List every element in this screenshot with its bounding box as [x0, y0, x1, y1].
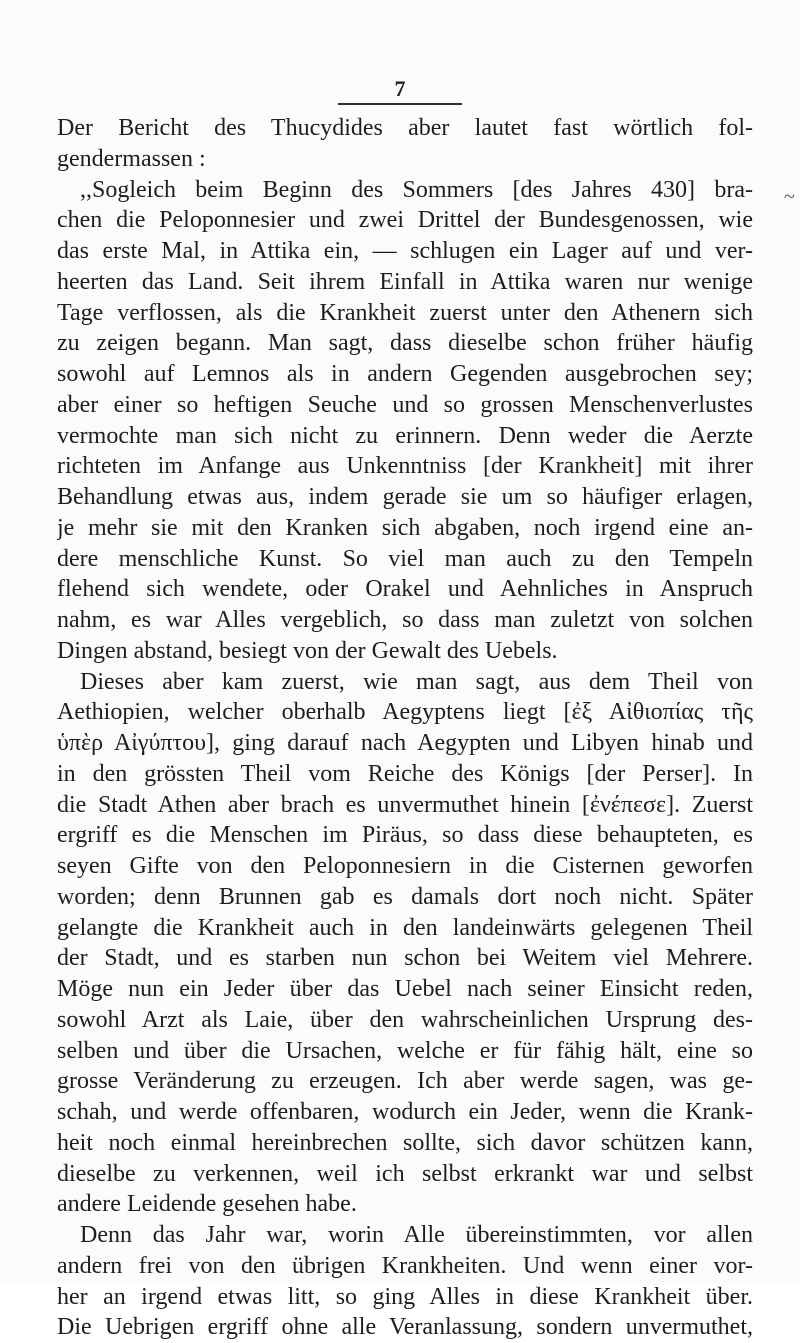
text-line: seyen Gifte von den Peloponnesiern in die Cisternen geworfen: [57, 853, 753, 879]
text-line: Die Uebrigen ergriff ohne alle Veranlassung, sondern unvermuthet,: [57, 1314, 753, 1341]
text-line: Behandlung etwas aus, indem gerade sie um so häufiger erlagen,: [57, 484, 753, 510]
text-line: worden; denn Brunnen gab es damals dort noch nicht. Später: [57, 883, 753, 910]
text-line: schah, und werde offenbaren, wodurch ein Jeder, wenn die Krank-: [57, 1099, 753, 1125]
text-line: ,,Sogleich beim Beginn des Sommers [des Jahres 430] bra-: [80, 176, 753, 203]
text-line: her an irgend etwas litt, so ging Alles in diese Krankheit über.: [57, 1283, 753, 1310]
text-line: Dingen abstand, besiegt von der Gewalt des Uebels.: [57, 637, 558, 664]
text-line: ὑπὲρ Αἰγύπτου], ging darauf nach Aegypten und Libyen hinab und: [57, 730, 753, 756]
text-line: dere menschliche Kunst. So viel man auch zu den Tempeln: [57, 545, 753, 572]
text-line: gendermassen :: [57, 145, 206, 172]
text-line: in den grössten Theil vom Reiche des Königs [der Perser]. In: [57, 760, 753, 787]
text-line: richteten im Anfange aus Unkenntniss [der Krankheit] mit ihrer: [57, 453, 753, 480]
text-line: Möge nun ein Jeder über das Uebel nach seiner Einsicht reden,: [57, 976, 753, 1002]
text-line: grosse Veränderung zu erzeugen. Ich aber werde sagen, was ge-: [57, 1068, 753, 1095]
text-line: sowohl Arzt als Laie, über den wahrscheinlichen Ursprung des-: [57, 1006, 753, 1033]
text-line: zu zeigen begann. Man sagt, dass dieselbe schon früher häufig: [57, 330, 753, 357]
text-line: Denn das Jahr war, worin Alle übereinstimmten, vor allen: [80, 1222, 753, 1248]
text-line: sowohl auf Lemnos als in andern Gegenden ausgebrochen sey;: [57, 361, 753, 387]
text-line: selben und über die Ursachen, welche er für fähig hält, eine so: [57, 1037, 753, 1064]
text-line: andere Leidende gesehen habe.: [57, 1191, 357, 1218]
text-line: andern frei von den übrigen Krankheiten. Und wenn einer vor-: [57, 1252, 753, 1279]
page-number: 7: [394, 76, 406, 101]
text-line: Tage verflossen, als die Krankheit zuerst unter den Athenern sich: [57, 299, 753, 326]
text-line: nahm, es war Alles vergeblich, so dass man zuletzt von solchen: [57, 607, 753, 633]
text-line: heit noch einmal hereinbrechen sollte, sich davor schützen kann,: [57, 1129, 753, 1156]
text-line: heerten das Land. Seit ihrem Einfall in Attika waren nur wenige: [57, 268, 753, 295]
text-line: Dieses aber kam zuerst, wie man sagt, aus dem Theil von: [80, 668, 753, 695]
text-line: Aethiopien, welcher oberhalb Aegyptens liegt [ἐξ Αἰθιοπίας τῆς: [57, 699, 753, 726]
text-line: vermochte man sich nicht zu erinnern. Denn weder die Aerzte: [57, 422, 753, 449]
text-line: je mehr sie mit den Kranken sich abgaben, noch irgend eine an-: [57, 514, 753, 541]
text-line: das erste Mal, in Attika ein, — schlugen ein Lager auf und ver-: [57, 238, 753, 264]
text-line: aber einer so heftigen Seuche und so grossen Menschenverlustes: [57, 391, 753, 418]
text-line: ergriff es die Menschen im Piräus, so dass diese behaupteten, es: [57, 822, 753, 849]
text-line: gelangte die Krankheit auch in den landeinwärts gelegenen Theil: [57, 914, 753, 941]
text-line: chen die Peloponnesier und zwei Drittel der Bundesgenossen, wie: [57, 207, 753, 234]
header-rule: [338, 103, 462, 105]
text-line: die Stadt Athen aber brach es unvermuthet hinein [ἐνέπεσε]. Zuerst: [57, 791, 753, 818]
text-line: dieselbe zu verkennen, weil ich selbst erkrankt war und selbst: [57, 1160, 753, 1187]
margin-mark: ~: [784, 186, 795, 208]
text-line: Der Bericht des Thucydides aber lautet fast wörtlich fol-: [57, 115, 753, 141]
body-text: [57, 113, 753, 1343]
text-line: flehend sich wendete, oder Orakel und Aehnliches in Anspruch: [57, 576, 753, 603]
text-line: der Stadt, und es starben nun schon bei Weitem viel Mehrere.: [57, 945, 753, 972]
